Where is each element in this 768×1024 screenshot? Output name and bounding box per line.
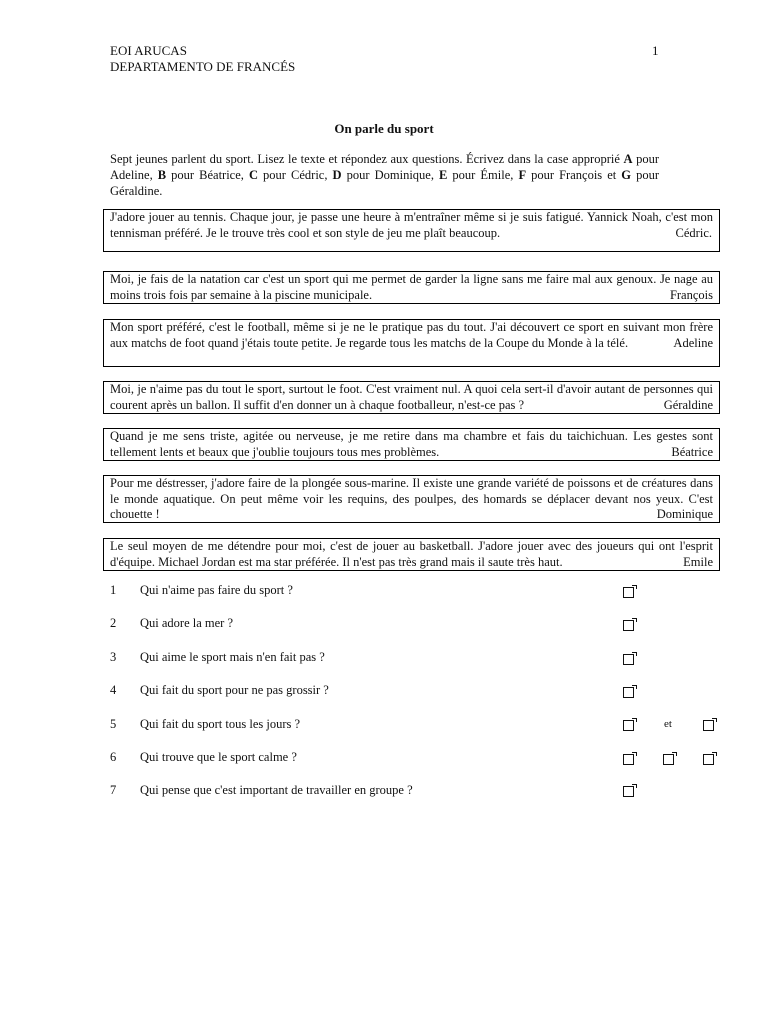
checkbox-icon[interactable] (623, 754, 634, 765)
testimony-text: Le seul moyen de me détendre pour moi, c'est de jouer au basketball. J'adore jouer avec des joueurs qui ont l'esprit d'équipe. Michael Jordan est ma star préférée. Il n'est pas très grand mais il saute très haut. (110, 539, 713, 569)
letter-e: E (439, 168, 448, 182)
question-6 (110, 750, 730, 770)
question-3 (110, 650, 730, 670)
checkbox-icon[interactable] (703, 754, 714, 765)
letter-f: F (518, 168, 527, 182)
instructions-text: pour Cédric, (258, 168, 333, 182)
question-text: Qui fait du sport pour ne pas grossir ? (140, 683, 329, 697)
testimony-box-beatrice (103, 428, 720, 461)
checkbox-icon[interactable] (623, 654, 634, 665)
question-text: Qui adore la mer ? (140, 616, 234, 630)
instructions-text: pour Dominique, (341, 168, 440, 182)
connector-et: et (664, 718, 672, 730)
instructions-text: Sept jeunes parlent du sport. Lisez le texte et répondez aux questions. Écrivez dans la case approprié (110, 152, 624, 166)
question-7 (110, 783, 730, 803)
testimony-text: J'adore jouer au tennis. Chaque jour, je passe une heure à m'entraîner même si je suis fatigué. Yannick Noah, c'est mon tennisman préféré. Je le trouve très cool et son style de jeu me plaît beaucoup. (110, 210, 713, 240)
letter-a: A (623, 152, 633, 166)
question-text: Qui n'aime pas faire du sport ? (140, 583, 293, 597)
testimony-text: Pour me déstresser, j'adore faire de la plongée sous-marine. Il existe une grande variété de poissons et de créatures dans le monde aquatique. On peut même voir les requins, des poulpes, des homards se déplacer devant nos yeux. C'est chouette ! (110, 476, 713, 521)
testimony-author: Adeline (673, 335, 713, 350)
instructions-text: pour Émile, (447, 168, 519, 182)
testimony-text: Moi, je n'aime pas du tout le sport, surtout le foot. C'est vraiment nul. A quoi cela sert-il d'avoir autant de personnes qui courent après un ballon. Il suffit d'en donner un à chaque footballeur, n'est-ce pas ? (110, 382, 713, 412)
checkbox-icon[interactable] (703, 720, 714, 731)
question-number: 2 (110, 616, 117, 630)
checkbox-icon[interactable] (623, 720, 634, 731)
letter-b: B (157, 168, 167, 182)
page-title: On parle du sport (334, 121, 434, 136)
instructions-text: pour François et (526, 168, 622, 182)
checkbox-icon[interactable] (663, 754, 674, 765)
question-number: 6 (110, 750, 117, 764)
testimony-author: Dominique (656, 507, 713, 521)
instructions-text: pour Géraldine. (110, 168, 660, 198)
checkbox-icon[interactable] (623, 587, 634, 598)
testimony-text: Quand je me sens triste, agitée ou nerveuse, je me retire dans ma chambre et fais du taichichuan. Les gestes sont tellement lents et beaux que j'oublie toujours tous mes problèmes. (110, 429, 713, 459)
question-5 (110, 717, 730, 737)
question-number: 5 (110, 717, 117, 731)
question-1 (110, 583, 730, 603)
letter-d: D (332, 168, 342, 182)
testimony-author: Cédric. (675, 225, 712, 240)
testimony-author: François (669, 287, 713, 302)
question-text: Qui pense que c'est important de travailler en groupe ? (140, 783, 413, 797)
testimony-author: Géraldine (663, 397, 713, 412)
department-name: DEPARTAMENTO DE FRANCÉS (110, 59, 296, 74)
question-4 (110, 683, 730, 703)
question-text: Qui fait du sport tous les jours ? (140, 717, 301, 731)
question-text: Qui trouve que le sport calme ? (140, 750, 297, 764)
question-text: Qui aime le sport mais n'en fait pas ? (140, 650, 325, 664)
instructions (110, 151, 659, 199)
instructions-text: pour Adeline, (110, 152, 659, 182)
checkbox-icon[interactable] (623, 620, 634, 631)
testimony-box-adeline (103, 319, 720, 367)
document-header (110, 43, 295, 75)
question-2 (110, 616, 730, 636)
testimony-author: Emile (683, 554, 713, 569)
testimony-box-cedric (103, 209, 720, 252)
question-number: 4 (110, 683, 117, 697)
testimony-box-francois (103, 271, 720, 304)
checkbox-icon[interactable] (623, 786, 634, 797)
checkbox-icon[interactable] (623, 687, 634, 698)
instructions-text: pour Béatrice, (166, 168, 249, 182)
testimony-text: Mon sport préféré, c'est le football, même si je ne le pratique pas du tout. J'ai découvert ce sport en suivant mon frère aux matchs de foot quand j'étais toute petite. Je regarde tous les matchs de la Coupe du Monde à la télé. (110, 320, 713, 350)
testimony-box-geraldine (103, 381, 720, 414)
testimony-box-dominique (103, 475, 720, 523)
question-number: 1 (110, 583, 117, 597)
letter-c: C (248, 168, 258, 182)
testimony-text: Moi, je fais de la natation car c'est un sport qui me permet de garder la ligne sans me faire mal aux genoux. Je nage au moins trois fois par semaine à la piscine municipale. (110, 272, 713, 302)
school-name: EOI ARUCAS (110, 43, 187, 58)
letter-g: G (621, 168, 632, 182)
question-number: 3 (110, 650, 117, 664)
page-number: 1 (652, 43, 659, 58)
testimony-author: Béatrice (671, 444, 713, 459)
testimony-box-emile (103, 538, 720, 571)
question-number: 7 (110, 783, 117, 797)
